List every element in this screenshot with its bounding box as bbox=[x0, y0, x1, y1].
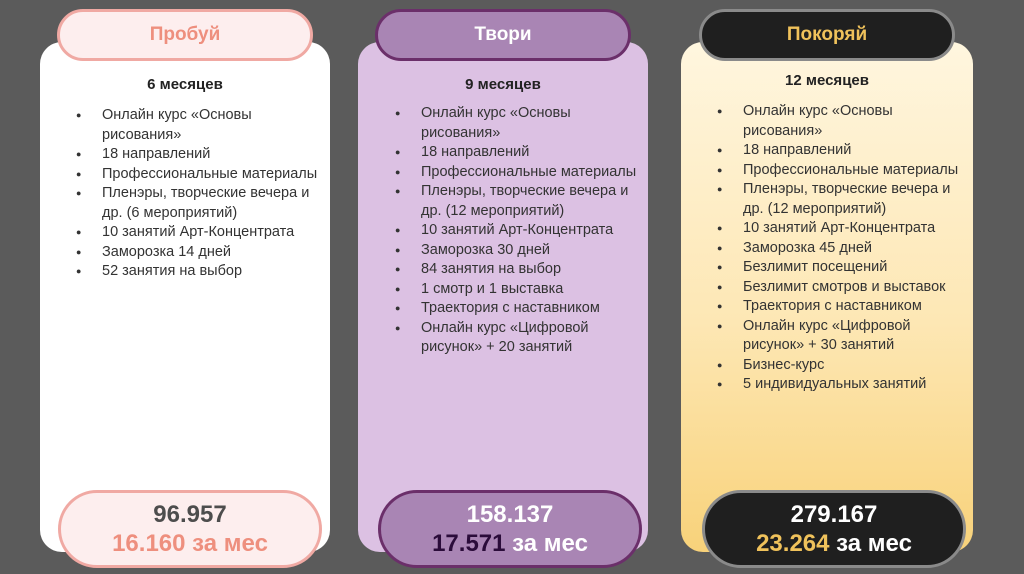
plan-duration-tvori: 9 месяцев bbox=[465, 76, 541, 93]
feature-item: ● Онлайн курс «Основы рисования» bbox=[717, 102, 972, 141]
feature-item: ● 10 занятий Арт-Концентрата bbox=[395, 221, 645, 241]
price-monthly bbox=[432, 529, 588, 558]
price-badge-pokoryay bbox=[702, 490, 966, 568]
price-monthly: 16.160 за мес bbox=[112, 530, 268, 557]
price-monthly-unit: за мес bbox=[512, 530, 588, 557]
feature-list-pokoryay bbox=[717, 102, 972, 395]
feature-item: ● Онлайн курс «Основы рисования» bbox=[395, 104, 645, 143]
feature-item: ● Пленэры, творческие вечера и др. (12 мероприятий) bbox=[717, 180, 972, 219]
price-total: 158.137 bbox=[466, 501, 554, 528]
feature-item: ● 18 направлений bbox=[76, 145, 326, 165]
price-monthly-amount: 17.571 bbox=[432, 530, 506, 557]
feature-item: ● 18 направлений bbox=[717, 141, 972, 161]
feature-item: ● 84 занятия на выбор bbox=[395, 260, 645, 280]
plan-duration-pokoryay: 12 месяцев bbox=[785, 72, 869, 89]
plan-title-pokoryay: Покоряй bbox=[699, 9, 955, 61]
feature-item: ● 10 занятий Арт-Концентрата bbox=[76, 223, 326, 243]
plan-duration-probuy: 6 месяцев bbox=[147, 76, 223, 93]
price-total: 96.957 bbox=[153, 501, 227, 528]
feature-item: ● Заморозка 30 дней bbox=[395, 241, 645, 261]
feature-item: ● 52 занятия на выбор bbox=[76, 262, 326, 282]
feature-item: ● Бизнес-курс bbox=[717, 356, 972, 376]
plan-title-probuy: Пробуй bbox=[57, 9, 313, 61]
feature-item: ● Траектория с наставником bbox=[717, 297, 972, 317]
feature-item: ● Профессиональные материалы bbox=[395, 163, 645, 183]
feature-item: ● Пленэры, творческие вечера и др. (12 мероприятий) bbox=[395, 182, 645, 221]
feature-item: ● Онлайн курс «Цифровой рисунок» + 30 занятий bbox=[717, 317, 972, 356]
feature-item: ● Онлайн курс «Основы рисования» bbox=[76, 106, 326, 145]
feature-item: ● Безлимит посещений bbox=[717, 258, 972, 278]
feature-item: ● Заморозка 45 дней bbox=[717, 239, 972, 259]
feature-item: ● 10 занятий Арт-Концентрата bbox=[717, 219, 972, 239]
feature-item: ● Пленэры, творческие вечера и др. (6 мероприятий) bbox=[76, 184, 326, 223]
feature-item: ● Онлайн курс «Цифровой рисунок» + 20 занятий bbox=[395, 319, 645, 358]
feature-item: ● Профессиональные материалы bbox=[76, 165, 326, 185]
feature-item: ● 1 смотр и 1 выставка bbox=[395, 280, 645, 300]
feature-list-probuy bbox=[76, 106, 326, 282]
price-monthly-unit: за мес bbox=[836, 530, 912, 557]
feature-item: ● Заморозка 14 дней bbox=[76, 243, 326, 263]
feature-item: ● Траектория с наставником bbox=[395, 299, 645, 319]
price-monthly bbox=[756, 529, 912, 558]
price-monthly-amount: 23.264 bbox=[756, 530, 830, 557]
price-total: 279.167 bbox=[790, 501, 878, 528]
price-badge-tvori bbox=[378, 490, 642, 568]
plan-title-tvori: Твори bbox=[375, 9, 631, 61]
feature-list-tvori bbox=[395, 104, 645, 358]
feature-item: ● 18 направлений bbox=[395, 143, 645, 163]
price-badge-probuy bbox=[58, 490, 322, 568]
feature-item: ● 5 индивидуальных занятий bbox=[717, 375, 972, 395]
feature-item: ● Безлимит смотров и выставок bbox=[717, 278, 972, 298]
feature-item: ● Профессиональные материалы bbox=[717, 161, 972, 181]
